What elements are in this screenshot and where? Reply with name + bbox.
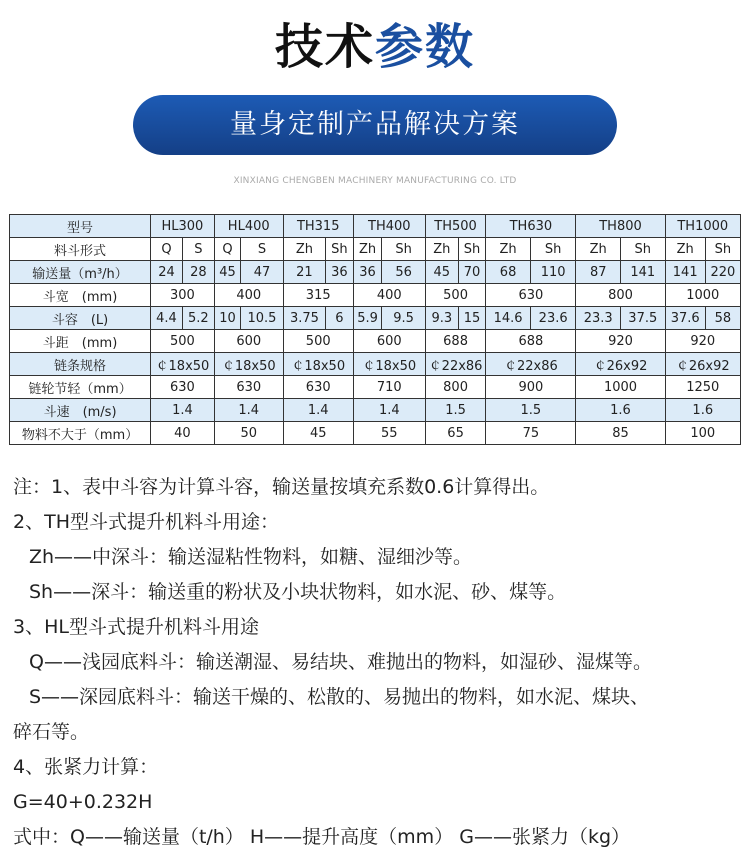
table-cell: 1.6 <box>576 399 665 422</box>
table-cell: 110 <box>530 261 576 284</box>
table-cell: 630 <box>214 376 283 399</box>
table-cell: ￠22x86 <box>425 353 485 376</box>
table-cell: 1.4 <box>151 399 215 422</box>
table-row <box>10 307 741 330</box>
page-title <box>0 12 750 82</box>
table-cell: 500 <box>283 330 353 353</box>
table-cell: 70 <box>458 261 486 284</box>
table-cell: Zh <box>576 238 621 261</box>
table-cell: 4.4 <box>151 307 183 330</box>
table-cell: 300 <box>151 284 215 307</box>
table-cell: 45 <box>425 261 458 284</box>
table-cell: 1.6 <box>665 399 740 422</box>
table-cell: Sh <box>326 238 354 261</box>
table-cell: 47 <box>241 261 283 284</box>
table-cell: 3.75 <box>283 307 325 330</box>
table-cell: 500 <box>425 284 485 307</box>
table-cell: 688 <box>425 330 485 353</box>
table-cell: Sh <box>458 238 486 261</box>
table-cell: 1.4 <box>214 399 283 422</box>
table-cell: 45 <box>214 261 241 284</box>
table-cell: TH630 <box>486 215 576 238</box>
table-row <box>10 353 741 376</box>
table-cell: 9.3 <box>425 307 458 330</box>
table-cell: 6 <box>326 307 354 330</box>
spec-table <box>9 214 741 445</box>
table-cell: 68 <box>486 261 531 284</box>
table-cell: ￠18x50 <box>151 353 215 376</box>
table-cell: 900 <box>486 376 576 399</box>
slogan-banner: 量身定制产品解决方案 <box>133 95 617 155</box>
spec-table-body <box>10 215 741 445</box>
table-cell: HL300 <box>151 215 215 238</box>
table-cell: 87 <box>576 261 621 284</box>
table-cell: 220 <box>705 261 740 284</box>
table-cell: TH1000 <box>665 215 740 238</box>
table-cell: 24 <box>151 261 183 284</box>
table-cell: 45 <box>283 422 353 445</box>
table-cell: 1.4 <box>353 399 425 422</box>
table-cell: ￠26x92 <box>665 353 740 376</box>
table-cell: Zh <box>665 238 705 261</box>
table-cell: 800 <box>576 284 665 307</box>
title-part-1: 技术 <box>274 19 375 75</box>
row-label: 斗宽 (mm) <box>10 284 151 307</box>
table-cell: 50 <box>214 422 283 445</box>
table-cell: 10.5 <box>241 307 283 330</box>
table-cell: Zh <box>486 238 531 261</box>
table-cell: 141 <box>621 261 666 284</box>
table-cell: 5.9 <box>353 307 382 330</box>
table-cell: 28 <box>182 261 214 284</box>
row-label: 型号 <box>10 215 151 238</box>
table-row <box>10 330 741 353</box>
table-cell: 21 <box>283 261 325 284</box>
table-cell: S <box>241 238 283 261</box>
row-label: 斗速 (m/s) <box>10 399 151 422</box>
table-cell: Sh <box>530 238 576 261</box>
table-cell: ￠18x50 <box>283 353 353 376</box>
table-cell: 10 <box>214 307 241 330</box>
table-cell: 14.6 <box>486 307 531 330</box>
table-cell: ￠22x86 <box>486 353 576 376</box>
table-row <box>10 422 741 445</box>
table-cell: 58 <box>705 307 740 330</box>
table-cell: 1.5 <box>425 399 485 422</box>
table-cell: Q <box>151 238 183 261</box>
table-cell: TH315 <box>283 215 353 238</box>
notes-section <box>13 470 743 855</box>
table-cell: 1250 <box>665 376 740 399</box>
note-line: 3、HL型斗式提升机料斗用途 <box>13 616 259 638</box>
table-cell: Zh <box>353 238 382 261</box>
table-cell: 920 <box>665 330 740 353</box>
table-cell: 37.6 <box>665 307 705 330</box>
table-row <box>10 284 741 307</box>
table-cell: Sh <box>382 238 425 261</box>
table-cell: 800 <box>425 376 485 399</box>
table-cell: 1.4 <box>283 399 353 422</box>
row-label: 链轮节轻（mm） <box>10 376 151 399</box>
table-cell: 315 <box>283 284 353 307</box>
table-cell: 1000 <box>576 376 665 399</box>
table-row <box>10 399 741 422</box>
table-cell: 600 <box>353 330 425 353</box>
table-cell: TH400 <box>353 215 425 238</box>
table-cell: 65 <box>425 422 485 445</box>
note-line: G=40+0.232H <box>13 791 153 813</box>
table-cell: ￠18x50 <box>353 353 425 376</box>
row-label: 料斗形式 <box>10 238 151 261</box>
row-label: 斗距 (mm) <box>10 330 151 353</box>
note-line: Q——浅园底料斗：输送潮湿、易结块、难抛出的物料，如湿砂、湿煤等。 <box>29 651 652 673</box>
table-cell: HL400 <box>214 215 283 238</box>
table-cell: 400 <box>214 284 283 307</box>
table-cell: 5.2 <box>182 307 214 330</box>
table-cell: 688 <box>486 330 576 353</box>
table-row <box>10 261 741 284</box>
table-cell: 630 <box>283 376 353 399</box>
table-cell: 1.5 <box>486 399 576 422</box>
table-row <box>10 238 741 261</box>
table-row <box>10 215 741 238</box>
table-cell: 9.5 <box>382 307 425 330</box>
table-cell: 141 <box>665 261 705 284</box>
note-line: 4、张紧力计算： <box>13 756 159 778</box>
note-line: 注：1、表中斗容为计算斗容，输送量按填充系数0.6计算得出。 <box>13 476 550 498</box>
table-cell: 710 <box>353 376 425 399</box>
table-cell: 55 <box>353 422 425 445</box>
note-line: 碎石等。 <box>13 721 90 743</box>
table-cell: TH800 <box>576 215 665 238</box>
note-line: Sh——深斗：输送重的粉状及小块状物料，如水泥、砂、煤等。 <box>29 581 567 603</box>
table-cell: Zh <box>425 238 458 261</box>
table-cell: 920 <box>576 330 665 353</box>
note-line: 式中：Q——输送量（t/h） H——提升高度（mm） G——张紧力（kg） <box>13 826 631 848</box>
company-name-english: XINXIANG CHENGBEN MACHINERY MANUFACTURING CO. LTD <box>233 176 517 186</box>
table-cell: 37.5 <box>621 307 666 330</box>
table-cell: Sh <box>621 238 666 261</box>
table-cell: 15 <box>458 307 486 330</box>
row-label: 链条规格 <box>10 353 151 376</box>
table-cell: Q <box>214 238 241 261</box>
table-cell: 36 <box>326 261 354 284</box>
row-label: 斗容 (L) <box>10 307 151 330</box>
row-label: 物料不大于（mm） <box>10 422 151 445</box>
table-cell: 23.3 <box>576 307 621 330</box>
row-label: 输送量（m³/h） <box>10 261 151 284</box>
table-cell: 100 <box>665 422 740 445</box>
table-cell: 400 <box>353 284 425 307</box>
table-row <box>10 376 741 399</box>
note-line: 2、TH型斗式提升机料斗用途： <box>13 511 279 533</box>
table-cell: ￠18x50 <box>214 353 283 376</box>
table-cell: Zh <box>283 238 325 261</box>
table-cell: TH500 <box>425 215 485 238</box>
table-cell: 1000 <box>665 284 740 307</box>
table-cell: ￠26x92 <box>576 353 665 376</box>
table-cell: 40 <box>151 422 215 445</box>
table-cell: Sh <box>705 238 740 261</box>
table-cell: 500 <box>151 330 215 353</box>
table-cell: 23.6 <box>530 307 576 330</box>
note-line: S——深园底料斗：输送干燥的、松散的、易抛出的物料，如水泥、煤块、 <box>29 686 650 708</box>
table-cell: 85 <box>576 422 665 445</box>
title-part-2: 参数 <box>375 19 476 75</box>
table-cell: 600 <box>214 330 283 353</box>
note-line: Zh——中深斗：输送湿粘性物料，如糖、湿细沙等。 <box>29 546 473 568</box>
table-cell: 630 <box>486 284 576 307</box>
table-cell: 36 <box>353 261 382 284</box>
table-cell: 75 <box>486 422 576 445</box>
table-cell: 630 <box>151 376 215 399</box>
table-cell: 56 <box>382 261 425 284</box>
table-cell: S <box>182 238 214 261</box>
